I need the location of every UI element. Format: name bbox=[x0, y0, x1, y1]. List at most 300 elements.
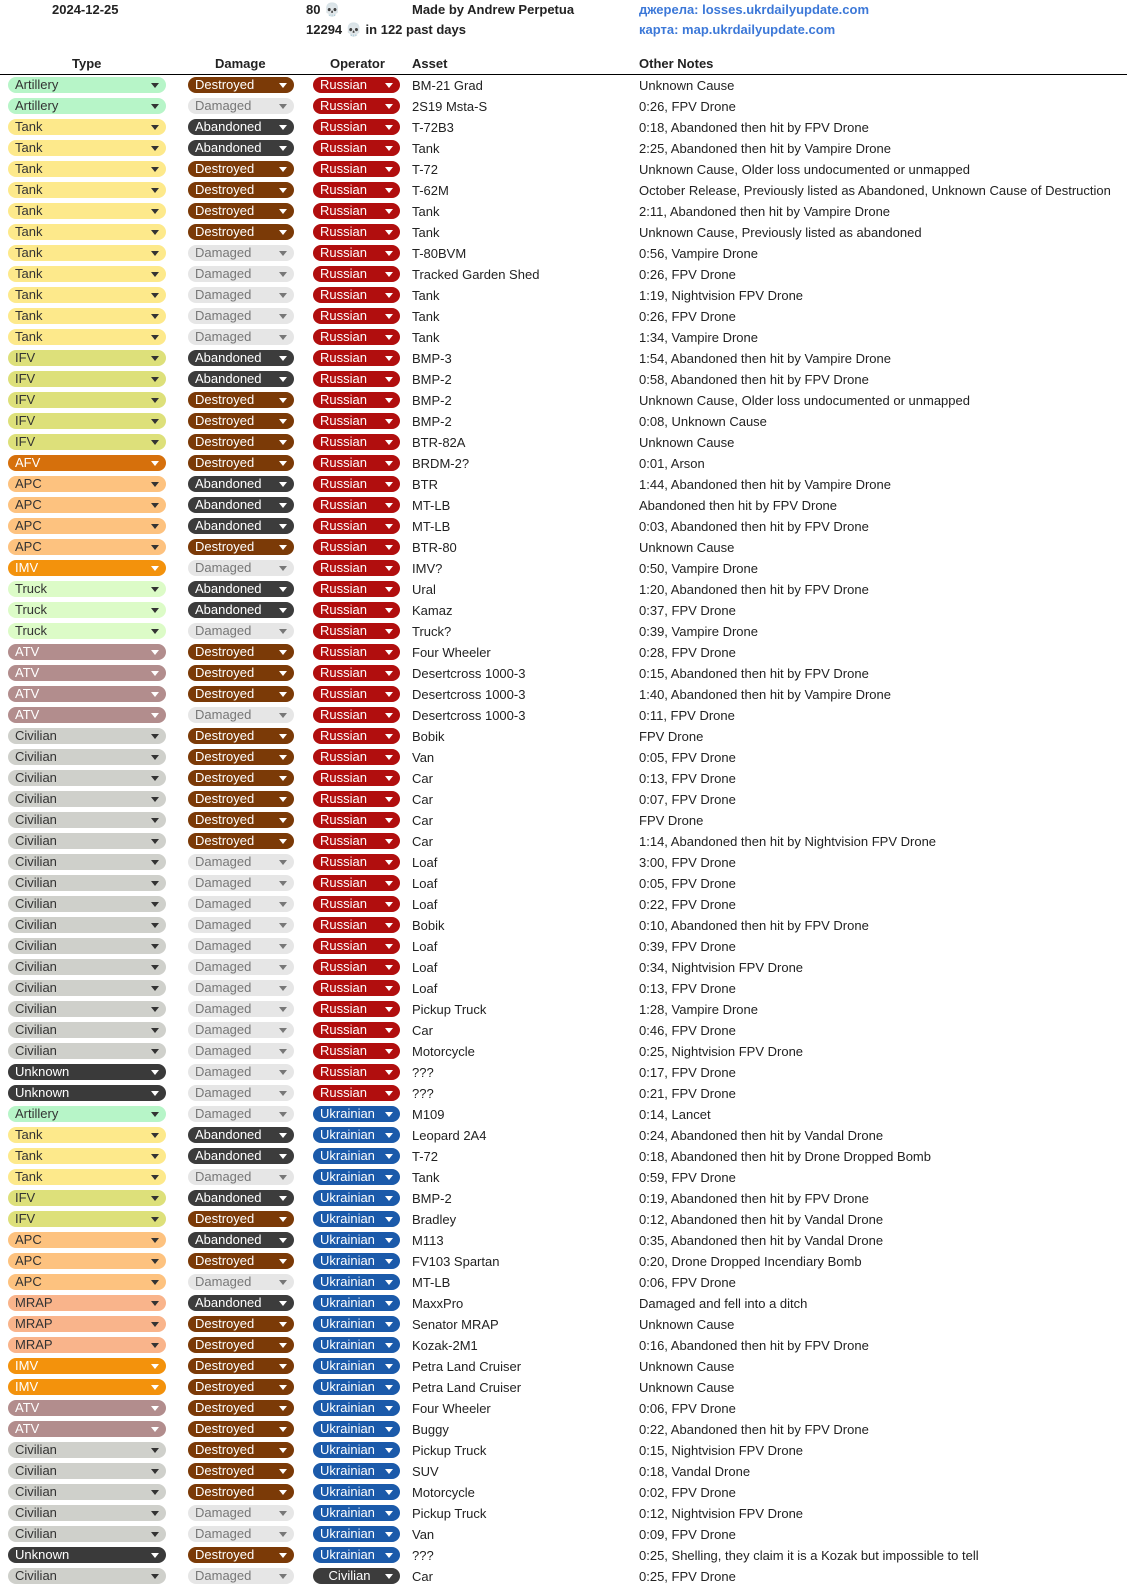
damage-dropdown[interactable]: Damaged bbox=[188, 1526, 294, 1542]
table-row bbox=[0, 1209, 1127, 1230]
type-dropdown[interactable]: Tank bbox=[8, 161, 166, 177]
operator-dropdown[interactable]: Ukrainian bbox=[313, 1106, 400, 1122]
operator-dropdown[interactable]: Ukrainian bbox=[313, 1253, 400, 1269]
operator-dropdown[interactable]: Ukrainian bbox=[313, 1211, 400, 1227]
asset-cell: BMP-2 bbox=[412, 1191, 452, 1206]
damage-dropdown[interactable]: Destroyed bbox=[188, 182, 294, 198]
notes-cell: Abandoned then hit by FPV Drone bbox=[639, 498, 838, 513]
table-row bbox=[0, 1398, 1127, 1419]
damage-dropdown[interactable]: Damaged bbox=[188, 623, 294, 639]
notes-cell: 0:39, Vampire Drone bbox=[639, 624, 758, 639]
type-dropdown[interactable]: Truck bbox=[8, 581, 166, 597]
operator-dropdown[interactable]: Russian bbox=[313, 644, 400, 660]
operator-dropdown[interactable]: Russian bbox=[313, 770, 400, 786]
asset-cell: BTR-82A bbox=[412, 435, 466, 450]
operator-dropdown[interactable]: Russian bbox=[313, 476, 400, 492]
type-dropdown[interactable]: APC bbox=[8, 1274, 166, 1290]
type-dropdown[interactable]: ATV bbox=[8, 665, 166, 681]
damage-dropdown[interactable]: Abandoned bbox=[188, 1148, 294, 1164]
damage-dropdown[interactable]: Destroyed bbox=[188, 77, 294, 93]
operator-dropdown[interactable]: Ukrainian bbox=[313, 1442, 400, 1458]
type-dropdown[interactable]: APC bbox=[8, 476, 166, 492]
operator-dropdown[interactable]: Russian bbox=[313, 1064, 400, 1080]
damage-dropdown[interactable]: Damaged bbox=[188, 1169, 294, 1185]
table-row bbox=[0, 1167, 1127, 1188]
operator-dropdown[interactable]: Ukrainian bbox=[313, 1274, 400, 1290]
operator-dropdown[interactable]: Russian bbox=[313, 581, 400, 597]
type-dropdown[interactable]: Tank bbox=[8, 245, 166, 261]
damage-dropdown[interactable]: Destroyed bbox=[188, 1547, 294, 1563]
type-dropdown[interactable]: Unknown bbox=[8, 1547, 166, 1563]
operator-dropdown[interactable]: Ukrainian bbox=[313, 1547, 400, 1563]
table-row bbox=[0, 243, 1127, 264]
damage-dropdown[interactable]: Destroyed bbox=[188, 1379, 294, 1395]
type-dropdown[interactable]: Civilian bbox=[8, 728, 166, 744]
type-dropdown[interactable]: IMV bbox=[8, 560, 166, 576]
table-row bbox=[0, 1461, 1127, 1482]
type-dropdown[interactable]: APC bbox=[8, 539, 166, 555]
type-dropdown[interactable]: Artillery bbox=[8, 1106, 166, 1122]
notes-cell: 0:28, FPV Drone bbox=[639, 645, 736, 660]
table-row bbox=[0, 1188, 1127, 1209]
asset-cell: BTR-80 bbox=[412, 540, 457, 555]
type-dropdown[interactable]: ATV bbox=[8, 686, 166, 702]
type-dropdown[interactable]: Civilian bbox=[8, 938, 166, 954]
operator-dropdown[interactable]: Russian bbox=[313, 455, 400, 471]
type-dropdown[interactable]: Truck bbox=[8, 623, 166, 639]
type-dropdown[interactable]: Artillery bbox=[8, 98, 166, 114]
asset-cell: Buggy bbox=[412, 1422, 449, 1437]
operator-dropdown[interactable]: Russian bbox=[313, 119, 400, 135]
type-dropdown[interactable]: Tank bbox=[8, 1148, 166, 1164]
operator-dropdown[interactable]: Russian bbox=[313, 413, 400, 429]
operator-dropdown[interactable]: Russian bbox=[313, 665, 400, 681]
notes-cell: 0:12, Nightvision FPV Drone bbox=[639, 1506, 804, 1521]
operator-dropdown[interactable]: Ukrainian bbox=[313, 1232, 400, 1248]
asset-cell: Tank bbox=[412, 288, 440, 303]
operator-dropdown[interactable]: Russian bbox=[313, 1022, 400, 1038]
damage-dropdown[interactable]: Damaged bbox=[188, 287, 294, 303]
operator-dropdown[interactable]: Russian bbox=[313, 938, 400, 954]
asset-cell: BTR bbox=[412, 477, 438, 492]
damage-dropdown[interactable]: Destroyed bbox=[188, 1400, 294, 1416]
damage-dropdown[interactable]: Destroyed bbox=[188, 1421, 294, 1437]
type-dropdown[interactable]: Civilian bbox=[8, 1463, 166, 1479]
map-link[interactable]: карта: map.ukrdailyupdate.com bbox=[639, 22, 836, 37]
operator-dropdown[interactable]: Ukrainian bbox=[313, 1148, 400, 1164]
asset-cell: BMP-3 bbox=[412, 351, 452, 366]
type-dropdown[interactable]: Tank bbox=[8, 329, 166, 345]
damage-dropdown[interactable]: Damaged bbox=[188, 707, 294, 723]
operator-dropdown[interactable]: Ukrainian bbox=[313, 1505, 400, 1521]
damage-dropdown[interactable]: Destroyed bbox=[188, 1316, 294, 1332]
operator-dropdown[interactable]: Russian bbox=[313, 728, 400, 744]
damage-dropdown[interactable]: Abandoned bbox=[188, 476, 294, 492]
damage-dropdown[interactable]: Destroyed bbox=[188, 1253, 294, 1269]
notes-cell: 0:01, Arson bbox=[639, 456, 705, 471]
notes-cell: 0:16, Abandoned then hit by FPV Drone bbox=[639, 1338, 869, 1353]
type-dropdown[interactable]: Artillery bbox=[8, 77, 166, 93]
operator-dropdown[interactable]: Ukrainian bbox=[313, 1169, 400, 1185]
operator-dropdown[interactable]: Russian bbox=[313, 707, 400, 723]
damage-dropdown[interactable]: Abandoned bbox=[188, 119, 294, 135]
type-dropdown[interactable]: Tank bbox=[8, 287, 166, 303]
operator-dropdown[interactable]: Russian bbox=[313, 749, 400, 765]
asset-cell: T-72 bbox=[412, 1149, 439, 1164]
damage-dropdown[interactable]: Destroyed bbox=[188, 833, 294, 849]
type-dropdown[interactable]: IFV bbox=[8, 413, 166, 429]
notes-cell: 0:22, FPV Drone bbox=[639, 897, 736, 912]
operator-dropdown[interactable]: Russian bbox=[313, 539, 400, 555]
damage-dropdown[interactable]: Destroyed bbox=[188, 1463, 294, 1479]
table-row bbox=[0, 621, 1127, 642]
type-dropdown[interactable]: Tank bbox=[8, 308, 166, 324]
type-dropdown[interactable]: IFV bbox=[8, 371, 166, 387]
damage-dropdown[interactable]: Damaged bbox=[188, 1106, 294, 1122]
type-dropdown[interactable]: Civilian bbox=[8, 854, 166, 870]
damage-dropdown[interactable]: Damaged bbox=[188, 896, 294, 912]
damage-dropdown[interactable]: Destroyed bbox=[188, 161, 294, 177]
table-row bbox=[0, 222, 1127, 243]
type-dropdown[interactable]: AFV bbox=[8, 455, 166, 471]
asset-cell: T-72 bbox=[412, 162, 439, 177]
operator-dropdown[interactable]: Russian bbox=[313, 140, 400, 156]
operator-dropdown[interactable]: Russian bbox=[313, 203, 400, 219]
damage-dropdown[interactable]: Destroyed bbox=[188, 770, 294, 786]
type-dropdown[interactable]: Tank bbox=[8, 1127, 166, 1143]
operator-dropdown[interactable]: Russian bbox=[313, 623, 400, 639]
damage-dropdown[interactable]: Damaged bbox=[188, 560, 294, 576]
table-row bbox=[0, 1083, 1127, 1104]
operator-dropdown[interactable]: Russian bbox=[313, 1085, 400, 1101]
operator-dropdown[interactable]: Russian bbox=[313, 287, 400, 303]
type-dropdown[interactable]: Civilian bbox=[8, 833, 166, 849]
operator-dropdown[interactable]: Russian bbox=[313, 434, 400, 450]
damage-dropdown[interactable]: Damaged bbox=[188, 1043, 294, 1059]
operator-dropdown[interactable]: Ukrainian bbox=[313, 1421, 400, 1437]
damage-dropdown[interactable]: Damaged bbox=[188, 1568, 294, 1584]
damage-dropdown[interactable]: Damaged bbox=[188, 1022, 294, 1038]
table-row bbox=[0, 1545, 1127, 1566]
operator-dropdown[interactable]: Russian bbox=[313, 329, 400, 345]
notes-cell: Unknown Cause, Previously listed as abandoned bbox=[639, 225, 922, 240]
type-dropdown[interactable]: Tank bbox=[8, 203, 166, 219]
notes-cell: 0:08, Unknown Cause bbox=[639, 414, 767, 429]
type-dropdown[interactable]: IFV bbox=[8, 1211, 166, 1227]
notes-cell: Unknown Cause bbox=[639, 540, 735, 555]
type-dropdown[interactable]: Civilian bbox=[8, 749, 166, 765]
notes-cell: Unknown Cause bbox=[639, 1380, 735, 1395]
type-dropdown[interactable]: Civilian bbox=[8, 770, 166, 786]
type-dropdown[interactable]: APC bbox=[8, 1232, 166, 1248]
damage-dropdown[interactable]: Destroyed bbox=[188, 1484, 294, 1500]
operator-dropdown[interactable]: Ukrainian bbox=[313, 1400, 400, 1416]
operator-dropdown[interactable]: Russian bbox=[313, 350, 400, 366]
operator-dropdown[interactable]: Russian bbox=[313, 959, 400, 975]
type-dropdown[interactable]: Civilian bbox=[8, 1568, 166, 1584]
type-dropdown[interactable]: APC bbox=[8, 518, 166, 534]
operator-dropdown[interactable]: Russian bbox=[313, 518, 400, 534]
report-date: 2024-12-25 bbox=[52, 2, 119, 17]
operator-dropdown[interactable]: Ukrainian bbox=[313, 1127, 400, 1143]
asset-cell: T-62M bbox=[412, 183, 449, 198]
asset-cell: Loaf bbox=[412, 855, 438, 870]
table-row bbox=[0, 915, 1127, 936]
operator-dropdown[interactable]: Russian bbox=[313, 980, 400, 996]
operator-dropdown[interactable]: Russian bbox=[313, 917, 400, 933]
damage-dropdown[interactable]: Damaged bbox=[188, 98, 294, 114]
operator-dropdown[interactable]: Russian bbox=[313, 560, 400, 576]
operator-dropdown[interactable]: Russian bbox=[313, 497, 400, 513]
type-dropdown[interactable]: IFV bbox=[8, 1190, 166, 1206]
type-dropdown[interactable]: Tank bbox=[8, 1169, 166, 1185]
damage-dropdown[interactable]: Damaged bbox=[188, 917, 294, 933]
operator-dropdown[interactable]: Russian bbox=[313, 1001, 400, 1017]
damage-dropdown[interactable]: Destroyed bbox=[188, 224, 294, 240]
operator-dropdown[interactable]: Ukrainian bbox=[313, 1484, 400, 1500]
damage-dropdown[interactable]: Destroyed bbox=[188, 1211, 294, 1227]
operator-dropdown[interactable]: Russian bbox=[313, 602, 400, 618]
damage-dropdown[interactable]: Damaged bbox=[188, 980, 294, 996]
asset-cell: Tank bbox=[412, 225, 440, 240]
type-dropdown[interactable]: Unknown bbox=[8, 1064, 166, 1080]
damage-dropdown[interactable]: Damaged bbox=[188, 1001, 294, 1017]
notes-cell: 0:06, FPV Drone bbox=[639, 1275, 736, 1290]
operator-dropdown[interactable]: Ukrainian bbox=[313, 1526, 400, 1542]
operator-dropdown[interactable]: Ukrainian bbox=[313, 1190, 400, 1206]
notes-cell: 0:25, Nightvision FPV Drone bbox=[639, 1044, 804, 1059]
asset-cell: Four Wheeler bbox=[412, 645, 491, 660]
operator-dropdown[interactable]: Civilian bbox=[313, 1568, 400, 1584]
damage-dropdown[interactable]: Abandoned bbox=[188, 518, 294, 534]
column-header-asset: Asset bbox=[412, 56, 448, 71]
operator-dropdown[interactable]: Ukrainian bbox=[313, 1316, 400, 1332]
operator-dropdown[interactable]: Russian bbox=[313, 392, 400, 408]
damage-dropdown[interactable]: Abandoned bbox=[188, 497, 294, 513]
type-dropdown[interactable]: Tank bbox=[8, 182, 166, 198]
damage-dropdown[interactable]: Destroyed bbox=[188, 434, 294, 450]
notes-cell: 0:46, FPV Drone bbox=[639, 1023, 736, 1038]
table-row bbox=[0, 516, 1127, 537]
operator-dropdown[interactable]: Russian bbox=[313, 686, 400, 702]
type-dropdown[interactable]: Civilian bbox=[8, 875, 166, 891]
operator-dropdown[interactable]: Ukrainian bbox=[313, 1379, 400, 1395]
damage-dropdown[interactable]: Abandoned bbox=[188, 1295, 294, 1311]
notes-cell: 0:35, Abandoned then hit by Vandal Drone bbox=[639, 1233, 884, 1248]
damage-dropdown[interactable]: Destroyed bbox=[188, 791, 294, 807]
asset-cell: Tank bbox=[412, 141, 440, 156]
notes-cell: 0:39, FPV Drone bbox=[639, 939, 736, 954]
author-credit: Made by Andrew Perpetua bbox=[412, 2, 575, 17]
asset-cell: Petra Land Cruiser bbox=[412, 1380, 522, 1395]
damage-dropdown[interactable]: Damaged bbox=[188, 959, 294, 975]
asset-cell: ??? bbox=[412, 1548, 434, 1563]
damage-dropdown[interactable]: Damaged bbox=[188, 1064, 294, 1080]
damage-dropdown[interactable]: Damaged bbox=[188, 875, 294, 891]
damage-dropdown[interactable]: Abandoned bbox=[188, 1232, 294, 1248]
table-row bbox=[0, 558, 1127, 579]
table-row bbox=[0, 390, 1127, 411]
damage-dropdown[interactable]: Destroyed bbox=[188, 539, 294, 555]
type-dropdown[interactable]: ATV bbox=[8, 644, 166, 660]
damage-dropdown[interactable]: Destroyed bbox=[188, 1442, 294, 1458]
operator-dropdown[interactable]: Russian bbox=[313, 371, 400, 387]
type-dropdown[interactable]: ATV bbox=[8, 1421, 166, 1437]
operator-dropdown[interactable]: Russian bbox=[313, 98, 400, 114]
asset-cell: IMV? bbox=[412, 561, 443, 576]
damage-dropdown[interactable]: Damaged bbox=[188, 245, 294, 261]
asset-cell: MaxxPro bbox=[412, 1296, 464, 1311]
damage-dropdown[interactable]: Destroyed bbox=[188, 728, 294, 744]
type-dropdown[interactable]: ATV bbox=[8, 1400, 166, 1416]
operator-dropdown[interactable]: Russian bbox=[313, 896, 400, 912]
type-dropdown[interactable]: APC bbox=[8, 1253, 166, 1269]
type-dropdown[interactable]: APC bbox=[8, 497, 166, 513]
damage-dropdown[interactable]: Destroyed bbox=[188, 665, 294, 681]
type-dropdown[interactable]: Unknown bbox=[8, 1085, 166, 1101]
type-dropdown[interactable]: Tank bbox=[8, 224, 166, 240]
damage-dropdown[interactable]: Destroyed bbox=[188, 1358, 294, 1374]
type-dropdown[interactable]: IFV bbox=[8, 434, 166, 450]
table-row bbox=[0, 1251, 1127, 1272]
damage-dropdown[interactable]: Destroyed bbox=[188, 455, 294, 471]
notes-cell: 0:10, Abandoned then hit by FPV Drone bbox=[639, 918, 869, 933]
notes-cell: 3:00, FPV Drone bbox=[639, 855, 736, 870]
type-dropdown[interactable]: Civilian bbox=[8, 791, 166, 807]
notes-cell: 0:11, FPV Drone bbox=[639, 708, 735, 723]
operator-dropdown[interactable]: Ukrainian bbox=[313, 1337, 400, 1353]
damage-dropdown[interactable]: Destroyed bbox=[188, 203, 294, 219]
damage-dropdown[interactable]: Destroyed bbox=[188, 1337, 294, 1353]
table-row bbox=[0, 1062, 1127, 1083]
type-dropdown[interactable]: IFV bbox=[8, 392, 166, 408]
type-dropdown[interactable]: Civilian bbox=[8, 1043, 166, 1059]
type-dropdown[interactable]: ATV bbox=[8, 707, 166, 723]
damage-dropdown[interactable]: Damaged bbox=[188, 266, 294, 282]
operator-dropdown[interactable]: Ukrainian bbox=[313, 1295, 400, 1311]
notes-cell: 0:09, FPV Drone bbox=[639, 1527, 736, 1542]
table-row bbox=[0, 663, 1127, 684]
damage-dropdown[interactable]: Destroyed bbox=[188, 749, 294, 765]
table-row bbox=[0, 1293, 1127, 1314]
type-dropdown[interactable]: MRAP bbox=[8, 1316, 166, 1332]
operator-dropdown[interactable]: Ukrainian bbox=[313, 1463, 400, 1479]
operator-dropdown[interactable]: Russian bbox=[313, 1043, 400, 1059]
type-dropdown[interactable]: Tank bbox=[8, 140, 166, 156]
type-dropdown[interactable]: Civilian bbox=[8, 959, 166, 975]
type-dropdown[interactable]: Civilian bbox=[8, 1526, 166, 1542]
damage-dropdown[interactable]: Abandoned bbox=[188, 371, 294, 387]
type-dropdown[interactable]: Tank bbox=[8, 266, 166, 282]
damage-dropdown[interactable]: Abandoned bbox=[188, 350, 294, 366]
type-dropdown[interactable]: Civilian bbox=[8, 1001, 166, 1017]
type-dropdown[interactable]: Civilian bbox=[8, 1442, 166, 1458]
type-dropdown[interactable]: Civilian bbox=[8, 917, 166, 933]
type-dropdown[interactable]: IMV bbox=[8, 1358, 166, 1374]
table-row bbox=[0, 894, 1127, 915]
type-dropdown[interactable]: Civilian bbox=[8, 896, 166, 912]
type-dropdown[interactable]: Tank bbox=[8, 119, 166, 135]
table-row bbox=[0, 1503, 1127, 1524]
source-link[interactable]: джерела: losses.ukrdailyupdate.com bbox=[639, 2, 870, 17]
damage-dropdown[interactable]: Destroyed bbox=[188, 392, 294, 408]
notes-cell: 0:14, Lancet bbox=[639, 1107, 711, 1122]
damage-dropdown[interactable]: Damaged bbox=[188, 1085, 294, 1101]
table-row bbox=[0, 684, 1127, 705]
operator-dropdown[interactable]: Russian bbox=[313, 161, 400, 177]
table-row bbox=[0, 873, 1127, 894]
damage-dropdown[interactable]: Damaged bbox=[188, 1274, 294, 1290]
table-row bbox=[0, 1419, 1127, 1440]
damage-dropdown[interactable]: Abandoned bbox=[188, 1190, 294, 1206]
asset-cell: BRDM-2? bbox=[412, 456, 470, 471]
operator-dropdown[interactable]: Russian bbox=[313, 182, 400, 198]
table-row bbox=[0, 1272, 1127, 1293]
operator-dropdown[interactable]: Russian bbox=[313, 308, 400, 324]
damage-dropdown[interactable]: Destroyed bbox=[188, 812, 294, 828]
type-dropdown[interactable]: Civilian bbox=[8, 1484, 166, 1500]
operator-dropdown[interactable]: Russian bbox=[313, 266, 400, 282]
operator-dropdown[interactable]: Russian bbox=[313, 812, 400, 828]
type-dropdown[interactable]: MRAP bbox=[8, 1295, 166, 1311]
table-row bbox=[0, 1524, 1127, 1545]
notes-cell: 0:18, Abandoned then hit by FPV Drone bbox=[639, 120, 869, 135]
asset-cell: Loaf bbox=[412, 939, 438, 954]
asset-cell: Truck? bbox=[412, 624, 452, 639]
operator-dropdown[interactable]: Russian bbox=[313, 224, 400, 240]
type-dropdown[interactable]: Civilian bbox=[8, 1022, 166, 1038]
table-row bbox=[0, 117, 1127, 138]
type-dropdown[interactable]: IFV bbox=[8, 350, 166, 366]
notes-cell: 1:20, Abandoned then hit by FPV Drone bbox=[639, 582, 869, 597]
damage-dropdown[interactable]: Destroyed bbox=[188, 644, 294, 660]
type-dropdown[interactable]: Civilian bbox=[8, 980, 166, 996]
operator-dropdown[interactable]: Russian bbox=[313, 833, 400, 849]
damage-dropdown[interactable]: Abandoned bbox=[188, 1127, 294, 1143]
damage-dropdown[interactable]: Abandoned bbox=[188, 602, 294, 618]
asset-cell: ??? bbox=[412, 1065, 434, 1080]
damage-dropdown[interactable]: Damaged bbox=[188, 1505, 294, 1521]
table-row bbox=[0, 789, 1127, 810]
operator-dropdown[interactable]: Ukrainian bbox=[313, 1358, 400, 1374]
damage-dropdown[interactable]: Abandoned bbox=[188, 140, 294, 156]
damage-dropdown[interactable]: Destroyed bbox=[188, 686, 294, 702]
damage-dropdown[interactable]: Damaged bbox=[188, 938, 294, 954]
type-dropdown[interactable]: MRAP bbox=[8, 1337, 166, 1353]
damage-dropdown[interactable]: Destroyed bbox=[188, 413, 294, 429]
operator-dropdown[interactable]: Russian bbox=[313, 854, 400, 870]
damage-dropdown[interactable]: Abandoned bbox=[188, 581, 294, 597]
table-row bbox=[0, 1104, 1127, 1125]
type-dropdown[interactable]: IMV bbox=[8, 1379, 166, 1395]
asset-cell: Motorcycle bbox=[412, 1044, 475, 1059]
damage-dropdown[interactable]: Damaged bbox=[188, 329, 294, 345]
type-dropdown[interactable]: Civilian bbox=[8, 812, 166, 828]
table-row bbox=[0, 852, 1127, 873]
type-dropdown[interactable]: Civilian bbox=[8, 1505, 166, 1521]
operator-dropdown[interactable]: Russian bbox=[313, 245, 400, 261]
operator-dropdown[interactable]: Russian bbox=[313, 77, 400, 93]
asset-cell: Tank bbox=[412, 309, 440, 324]
operator-dropdown[interactable]: Russian bbox=[313, 791, 400, 807]
operator-dropdown[interactable]: Russian bbox=[313, 875, 400, 891]
notes-cell: 0:12, Abandoned then hit by Vandal Drone bbox=[639, 1212, 884, 1227]
damage-dropdown[interactable]: Damaged bbox=[188, 854, 294, 870]
type-dropdown[interactable]: Truck bbox=[8, 602, 166, 618]
damage-dropdown[interactable]: Damaged bbox=[188, 308, 294, 324]
asset-cell: Desertcross 1000-3 bbox=[412, 708, 526, 723]
asset-cell: Pickup Truck bbox=[412, 1443, 487, 1458]
